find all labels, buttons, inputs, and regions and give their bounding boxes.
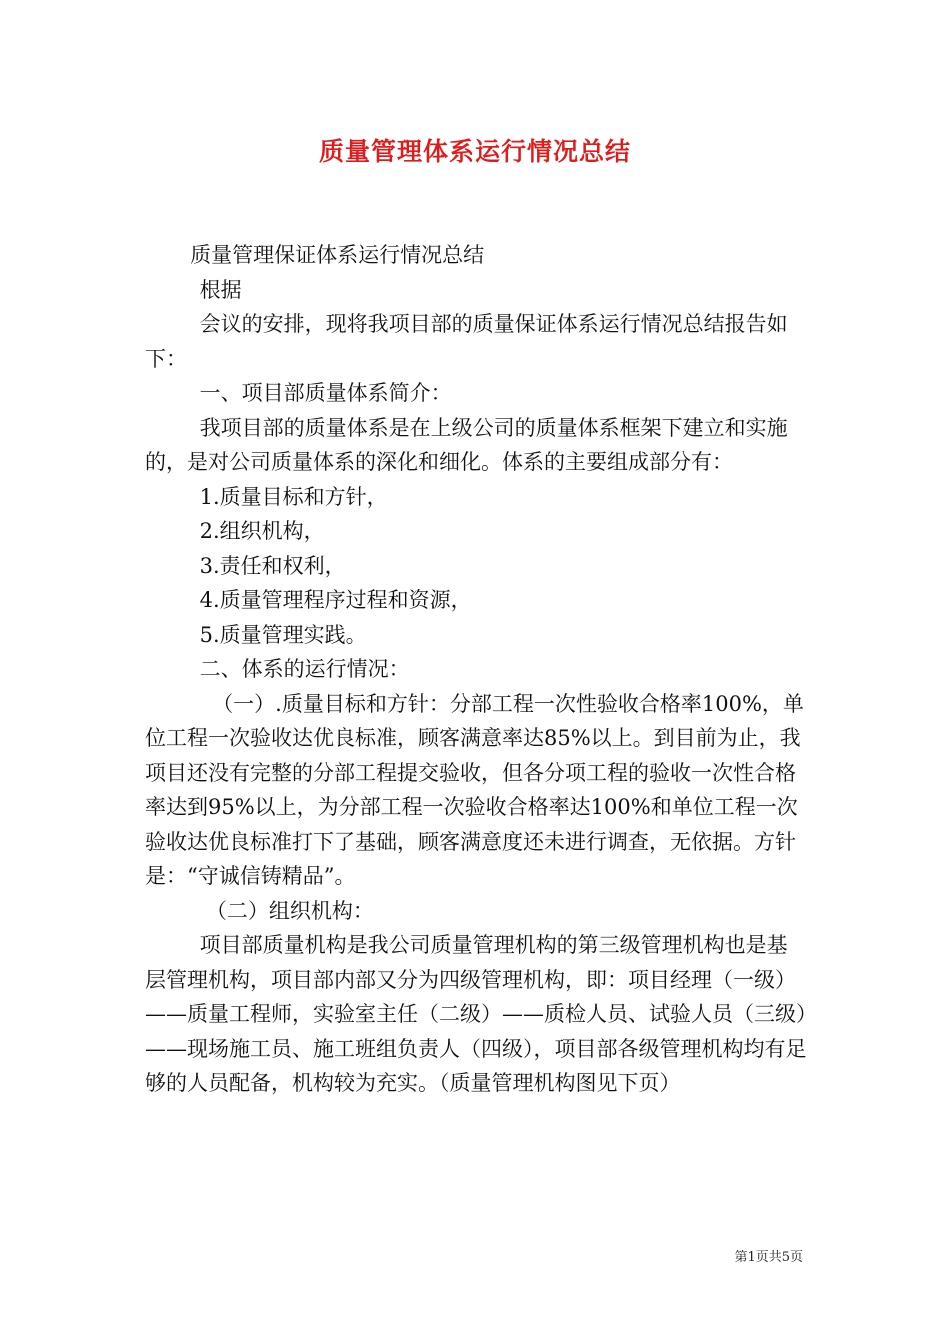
- paragraph-system-desc: 我项目部的质量体系是在上级公司的质量体系框架下建立和实施的，是对公司质量体系的深化和细化。体系的主要组成部分有：: [145, 415, 788, 474]
- paragraph-organization: 项目部质量机构是我公司质量管理机构的第三级管理机构也是基层管理机构，项目部内部又分为四级管理机构，即：项目经理（一级）——质量工程师，实验室主任（二级）——质检人员、试验人员（三级）——现场施工员、施工班组负责人（四级），项目部各级管理机构均有足够的人员配备，机构较为充实。（质量管理机构图见下页）: [145, 933, 807, 1095]
- heading-subsection-2: （二）组织机构：: [205, 898, 374, 923]
- list-item-1: 1.质量目标和方针，: [199, 484, 388, 509]
- document-body: [145, 238, 807, 1101]
- document-title: 质量管理体系运行情况总结: [318, 137, 631, 166]
- paragraph-basis: 根据: [199, 277, 242, 302]
- paragraph-subtitle: 质量管理保证体系运行情况总结: [190, 243, 485, 267]
- heading-section-2: 二、体系的运行情况：: [199, 657, 410, 681]
- paragraph-quality-goal: （一）.质量目标和方针：分部工程一次性验收合格率100%，单位工程一次验收达优良标准，顾客满意率达85%以上。到目前为止，我项目还没有完整的分部工程提交验收，但各分项工程的验收一次性合格率达到95%以上，为分部工程一次验收合格率达100%和单位工程一次验收达优良标准打下了基础，顾客满意度还未进行调查，无依据。方针是：“守诚信铸精品”。: [145, 691, 804, 888]
- list-item-3: 3.责任和权利，: [199, 553, 346, 578]
- list-item-5: 5.质量管理实践。: [199, 622, 367, 647]
- page-number: 第1页共5页: [734, 1250, 803, 1265]
- paragraph-intro: 会议的安排，现将我项目部的质量保证体系运行情况总结报告如下：: [145, 312, 788, 371]
- list-item-2: 2.组织机构，: [199, 519, 325, 543]
- heading-section-1: 一、项目部质量体系简介：: [199, 381, 452, 405]
- list-item-4: 4.质量管理程序过程和资源，: [199, 588, 472, 612]
